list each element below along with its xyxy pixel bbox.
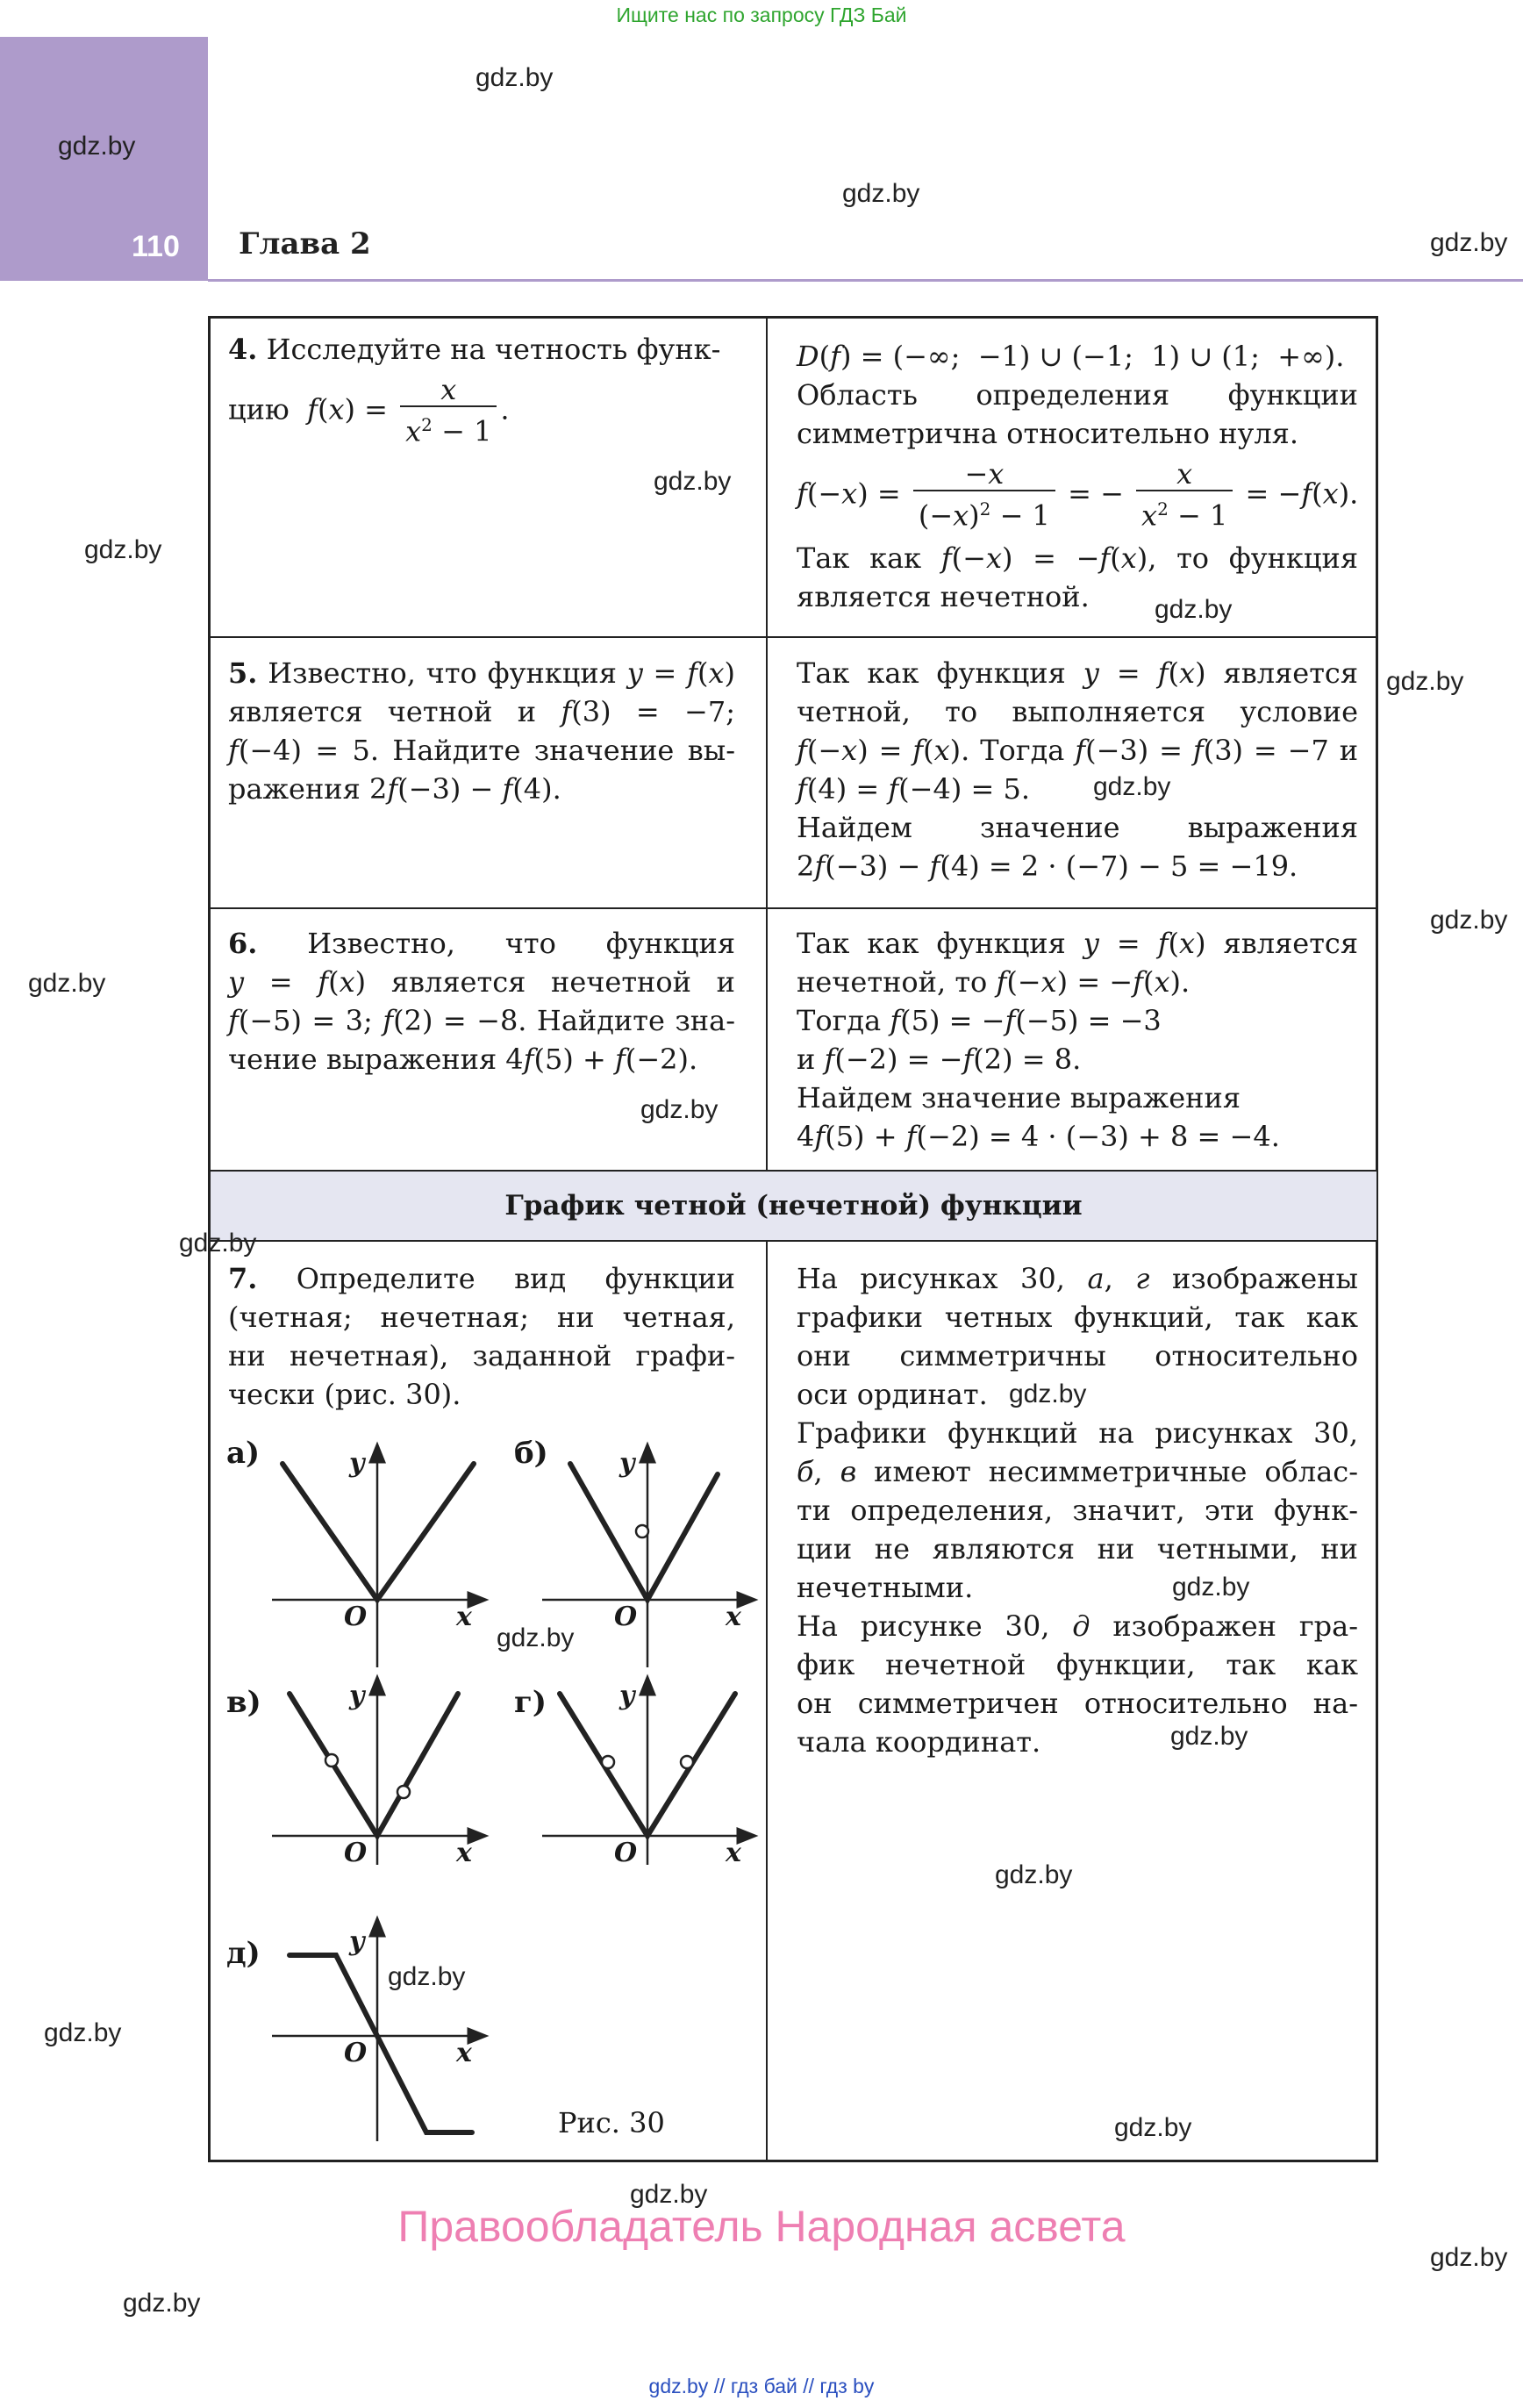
watermark: gdz.by: [1170, 1722, 1248, 1751]
watermark: gdz.by: [1114, 2113, 1192, 2142]
origin-label: O: [614, 1838, 638, 1868]
axis-label-y: y: [619, 1681, 635, 1711]
watermark: gdz.by: [1172, 1573, 1250, 1602]
page-number: 110: [132, 230, 180, 263]
top-banner: Ищите нас по запросу ГДЗ Бай: [616, 4, 907, 26]
task-5: 5. Известно, что функция y = f(x) является четной и f(3) = −7; f(−4) = 5. Найдите значение вы- ражения 2f(−3) − f(4).: [228, 656, 736, 806]
origin-label: O: [614, 1602, 638, 1632]
open-point: [602, 1756, 614, 1768]
watermark: gdz.by: [1009, 1380, 1087, 1408]
panel-label-g: г): [514, 1685, 547, 1720]
panel-label-b: б): [514, 1436, 548, 1471]
watermark: gdz.by: [84, 535, 162, 564]
axis-label-x: x: [726, 1838, 741, 1868]
axis-label-x: x: [456, 2038, 472, 2068]
answer-6: Так как функция y = f(x) является нечетной, то f(−x) = −f(x). Тогда f(5) = −f(−5) = −3 и f(−2) = −f(2) = 8. Найдем значение выражения 4f(5) + f(−2) = 4 · (−3) + 8 = −4.: [797, 927, 1359, 1153]
figure-caption: Рис. 30: [558, 2106, 665, 2139]
origin-label: O: [344, 1838, 368, 1868]
task-7: 7. Определите вид функции (четная; нечетная; ни четная, ни нечетная), заданной графи- чески (рис. 30).: [228, 1262, 735, 1411]
watermark: gdz.by: [1430, 228, 1508, 257]
answer-7: На рисунках 30, а, г изображены графики четных функций, так как они симметричны относительно оси ординат. Графики функций на рисунках 30, б, в имеют несимметричные облас- ти определения, значит, эти функ- ции не являются ни четными, ни нечетными. На рисунке 30, д изображен гра- фик нечетной функции, так как он симметричен относительно на- чала координат.: [797, 1262, 1359, 1759]
footer-links[interactable]: gdz.by // гдз бай // гдз by: [648, 2375, 875, 2397]
open-point: [397, 1786, 410, 1798]
watermark: gdz.by: [1430, 2243, 1508, 2272]
axis-label-y: y: [619, 1448, 635, 1479]
watermark: gdz.by: [640, 1095, 719, 1124]
watermark: gdz.by: [630, 2180, 708, 2209]
watermark: gdz.by: [1386, 667, 1464, 696]
watermark: gdz.by: [1093, 772, 1171, 801]
axis-label-y: y: [349, 1681, 365, 1711]
section-title: График четной (нечетной) функции: [211, 1170, 1376, 1242]
open-point: [636, 1525, 648, 1537]
task-4: 4. Исследуйте на четность функ- цию f(x) = $\frac{x}{x^2 - 1}$ .: [228, 333, 721, 448]
watermark: gdz.by: [995, 1860, 1073, 1889]
watermark: gdz.by: [123, 2289, 201, 2318]
axis-label-x: x: [456, 1838, 472, 1868]
origin-label: O: [344, 1602, 368, 1632]
watermark: gdz.by: [44, 2018, 122, 2047]
graph-v: [290, 1694, 458, 1836]
watermark: gdz.by: [1430, 906, 1508, 935]
open-point: [325, 1754, 338, 1767]
watermark: gdz.by: [58, 132, 136, 161]
watermark: gdz.by: [475, 63, 554, 92]
watermark: gdz.by: [842, 179, 920, 208]
watermark: gdz.by: [28, 969, 106, 998]
axis-label-y: y: [349, 1448, 365, 1479]
watermark: gdz.by: [654, 467, 732, 496]
answer-4: D(f) = (−∞; −1) ∪ (−1; 1) ∪ (1; +∞). Область определения функции симметрична относительно нуля. f(−x) = $\frac{-x}{(-x)^2 - 1}$ = − $\frac{x}{x^2 - 1}$ = −f(x). Так как f(−x) = −f(x), то функция является нечетной.: [797, 340, 1359, 613]
panel-label-v: в): [226, 1685, 261, 1720]
chapter-title: Глава 2: [239, 226, 371, 262]
watermark: gdz.by: [179, 1229, 257, 1258]
watermark: gdz.by: [1155, 595, 1233, 624]
panel-label-a: а): [226, 1436, 261, 1471]
watermark: gdz.by: [497, 1623, 575, 1652]
rights-holder: Правообладатель Народная асвета: [397, 2202, 1126, 2251]
panel-label-d: д): [226, 1936, 261, 1971]
origin-label: O: [344, 2038, 368, 2068]
watermark: gdz.by: [388, 1962, 466, 1991]
axis-label-x: x: [456, 1602, 472, 1632]
answer-5: Так как функция y = f(x) является четной, то выполняется условие f(−x) = f(x). Тогда f(−3) = f(3) = −7 и f(4) = f(−4) = 5. Найдем значение выражения 2f(−3) − f(4) = 2 · (−7) − 5 = −19.: [797, 656, 1359, 883]
axis-label-x: x: [726, 1602, 741, 1632]
open-point: [681, 1756, 693, 1768]
task-6: 6. Известно, что функция y = f(x) является нечетной и f(−5) = 3; f(2) = −8. Найдите зна- чение выражения 4f(5) + f(−2).: [228, 927, 736, 1076]
axis-label-y: y: [349, 1926, 365, 1957]
